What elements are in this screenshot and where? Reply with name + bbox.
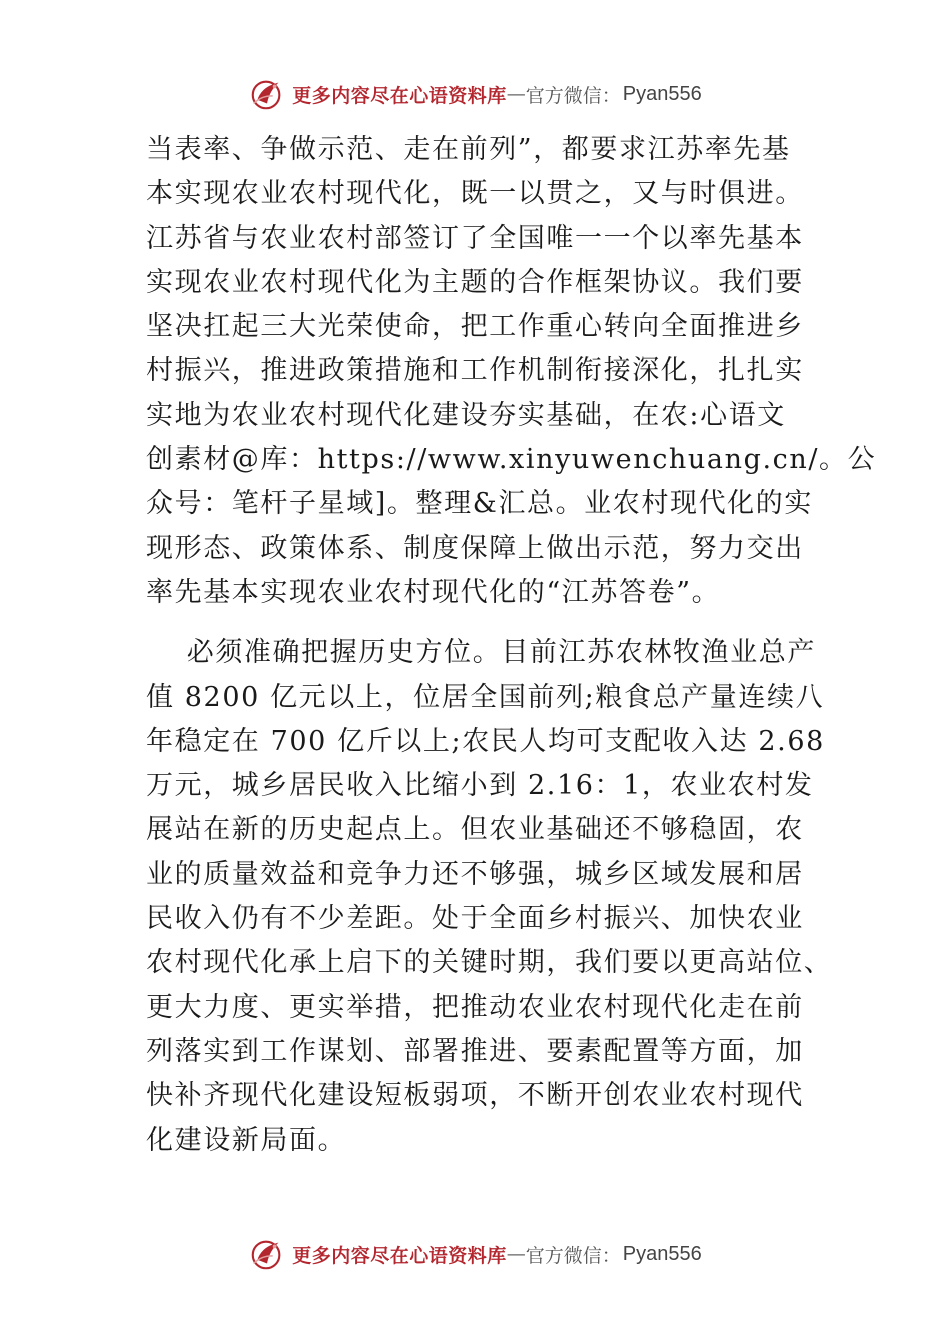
header-wechat-label: 官方微信： xyxy=(525,84,621,107)
brand-logo-icon xyxy=(248,1235,286,1273)
text-line: 万元，城乡居民收入比缩小到 2.16：1，农业农村发 xyxy=(146,770,814,802)
text-line: 村振兴，推进政策措施和工作机制衔接深化，扎扎实 xyxy=(146,355,804,387)
header-wechat-id: Pyan556 xyxy=(622,82,702,105)
text-line: 值 8200 亿元以上，位居全国前列;粮食总产量连续八 xyxy=(146,681,825,713)
footer-wechat-label: 官方微信： xyxy=(525,1244,621,1267)
footer-brand-text: 更多内容尽在心语资料库 xyxy=(292,1244,507,1267)
text-line: 实地为农业农村现代化建设夯实基础，在农:心语文 xyxy=(146,399,786,431)
text-line: 更大力度、更实举措，把推动农业农村现代化走在前 xyxy=(146,991,804,1023)
text-line: 率先基本实现农业农村现代化的“江苏答卷”。 xyxy=(146,576,721,608)
text-line: 展站在新的历史起点上。但农业基础还不够稳固，农 xyxy=(146,814,804,846)
text-line: 当表率、争做示范、走在前列”，都要求江苏率先基 xyxy=(146,134,791,165)
text-line: 年稳定在 700 亿斤以上;农民人均可支配收入达 2.68 xyxy=(146,725,825,757)
brand-logo-icon xyxy=(248,75,286,113)
header-separator: — xyxy=(506,83,526,105)
document-body xyxy=(146,128,877,1163)
footer-banner xyxy=(0,1232,950,1276)
text-line: 众号：笔杆子星域]。整理&汇总。业农村现代化的实 xyxy=(146,488,813,520)
text-line: 本实现农业农村现代化，既一以贯之，又与时俱进。 xyxy=(146,178,804,210)
paragraph-2 xyxy=(146,631,833,1163)
footer-separator: — xyxy=(506,1243,526,1265)
text-line: 必须准确把握历史方位。目前江苏农林牧渔业总产 xyxy=(146,637,816,669)
text-line: 创素材@库：https://www.xinyuwenchuang.cn/。公 xyxy=(146,444,877,476)
text-line: 农村现代化承上启下的关键时期，我们要以更高站位、 xyxy=(146,947,833,979)
header-brand-text: 更多内容尽在心语资料库 xyxy=(292,84,507,107)
text-line: 快补齐现代化建设短板弱项，不断开创农业农村现代 xyxy=(146,1080,804,1112)
text-line: 江苏省与农业农村部签订了全国唯一一个以率先基本 xyxy=(146,222,804,254)
text-line: 业的质量效益和竞争力还不够强，城乡区域发展和居 xyxy=(146,858,804,890)
footer-wechat-id: Pyan556 xyxy=(622,1242,702,1265)
paragraph-gap xyxy=(146,615,808,631)
paragraph-1 xyxy=(146,128,877,615)
text-line: 民收入仍有不少差距。处于全面乡村振兴、加快农业 xyxy=(146,903,804,935)
text-line: 化建设新局面。 xyxy=(146,1124,347,1156)
text-line: 实现农业农村现代化为主题的合作框架协议。我们要 xyxy=(146,266,804,298)
text-line: 现形态、政策体系、制度保障上做出示范，努力交出 xyxy=(146,532,804,564)
text-line: 列落实到工作谋划、部署推进、要素配置等方面，加 xyxy=(146,1035,804,1067)
text-line: 坚决扛起三大光荣使命，把工作重心转向全面推进乡 xyxy=(146,311,804,343)
header-banner xyxy=(0,72,950,116)
